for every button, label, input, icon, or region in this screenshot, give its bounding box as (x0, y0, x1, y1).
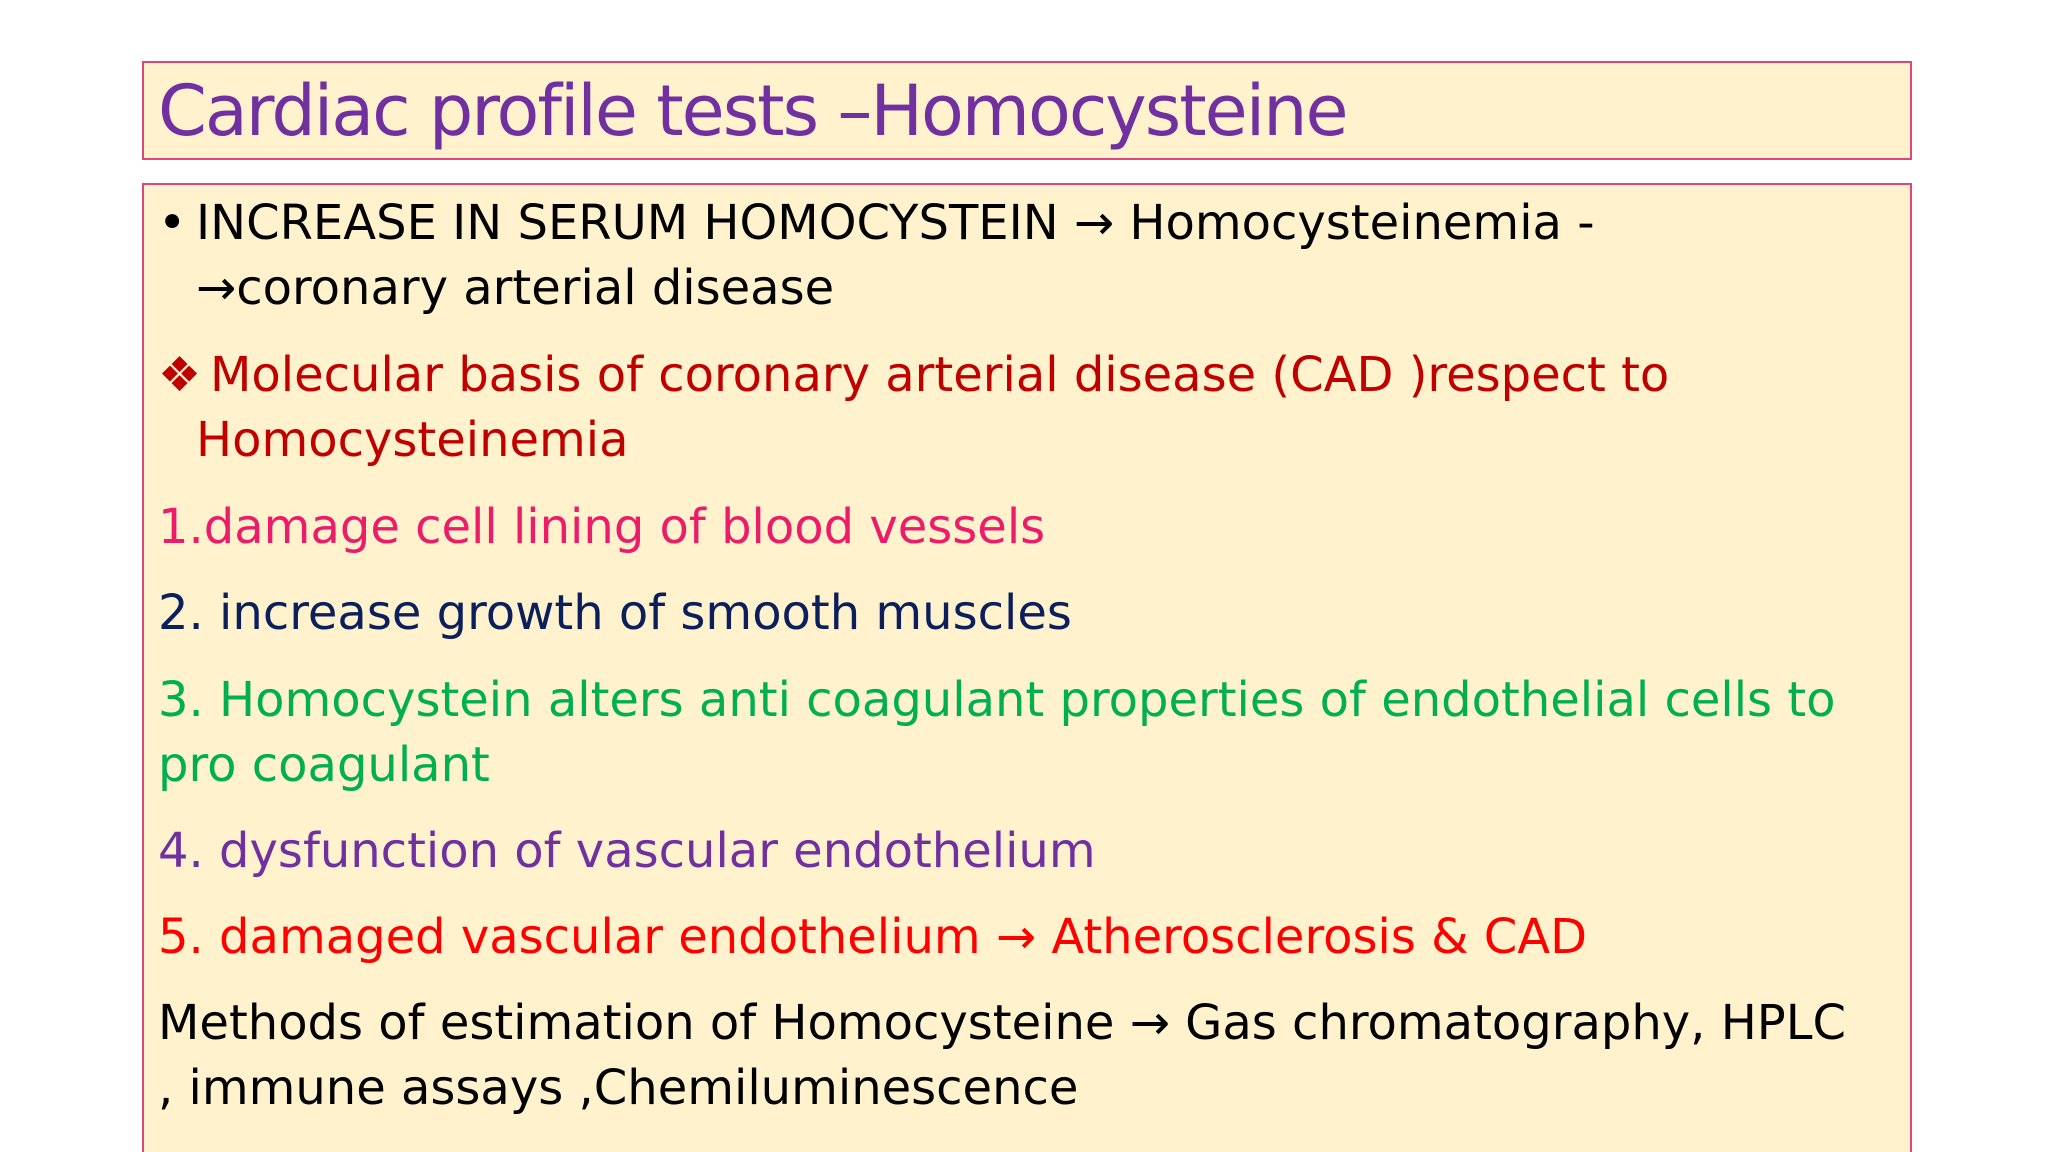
bullet-molecular-basis (158, 343, 1669, 473)
bullet-increase-line1: INCREASE IN SERUM HOMOCYSTEIN → Homocysteinemia - (196, 195, 1595, 251)
bullet-increase-line2: →coronary arterial disease (196, 260, 835, 316)
content-box (142, 183, 1912, 1152)
item-2: 2. increase growth of smooth muscles (158, 585, 1072, 641)
item-1: 1.damage cell lining of blood vessels (158, 499, 1046, 555)
methods-paragraph (158, 991, 1846, 1121)
bullet-dot-icon: • (158, 195, 187, 251)
diamond-bullet-icon: ❖ (158, 347, 202, 403)
item-3-line1: Homocystein alters anti coagulant properties of endothelial cells to (203, 672, 1836, 728)
item-3 (158, 668, 1836, 798)
bullet-molecular-line2: Homocysteinemia (196, 412, 629, 468)
methods-line1: Methods of estimation of Homocysteine → Gas chromatography, HPLC (158, 995, 1846, 1051)
slide-title: Cardiac profile tests –Homocysteine (158, 70, 1347, 152)
item-3-number: 3. (158, 672, 204, 728)
bullet-increase (158, 191, 1595, 321)
item-4: 4. dysfunction of vascular endothelium (158, 823, 1096, 879)
methods-line2: , immune assays ,Chemiluminescence (158, 1060, 1079, 1116)
bullet-molecular-line1: Molecular basis of coronary arterial disease (CAD )respect to (210, 347, 1670, 403)
item-5: 5. damaged vascular endothelium → Atherosclerosis & CAD (158, 909, 1588, 965)
item-3-line2: pro coagulant (158, 737, 490, 793)
title-box (142, 61, 1912, 160)
